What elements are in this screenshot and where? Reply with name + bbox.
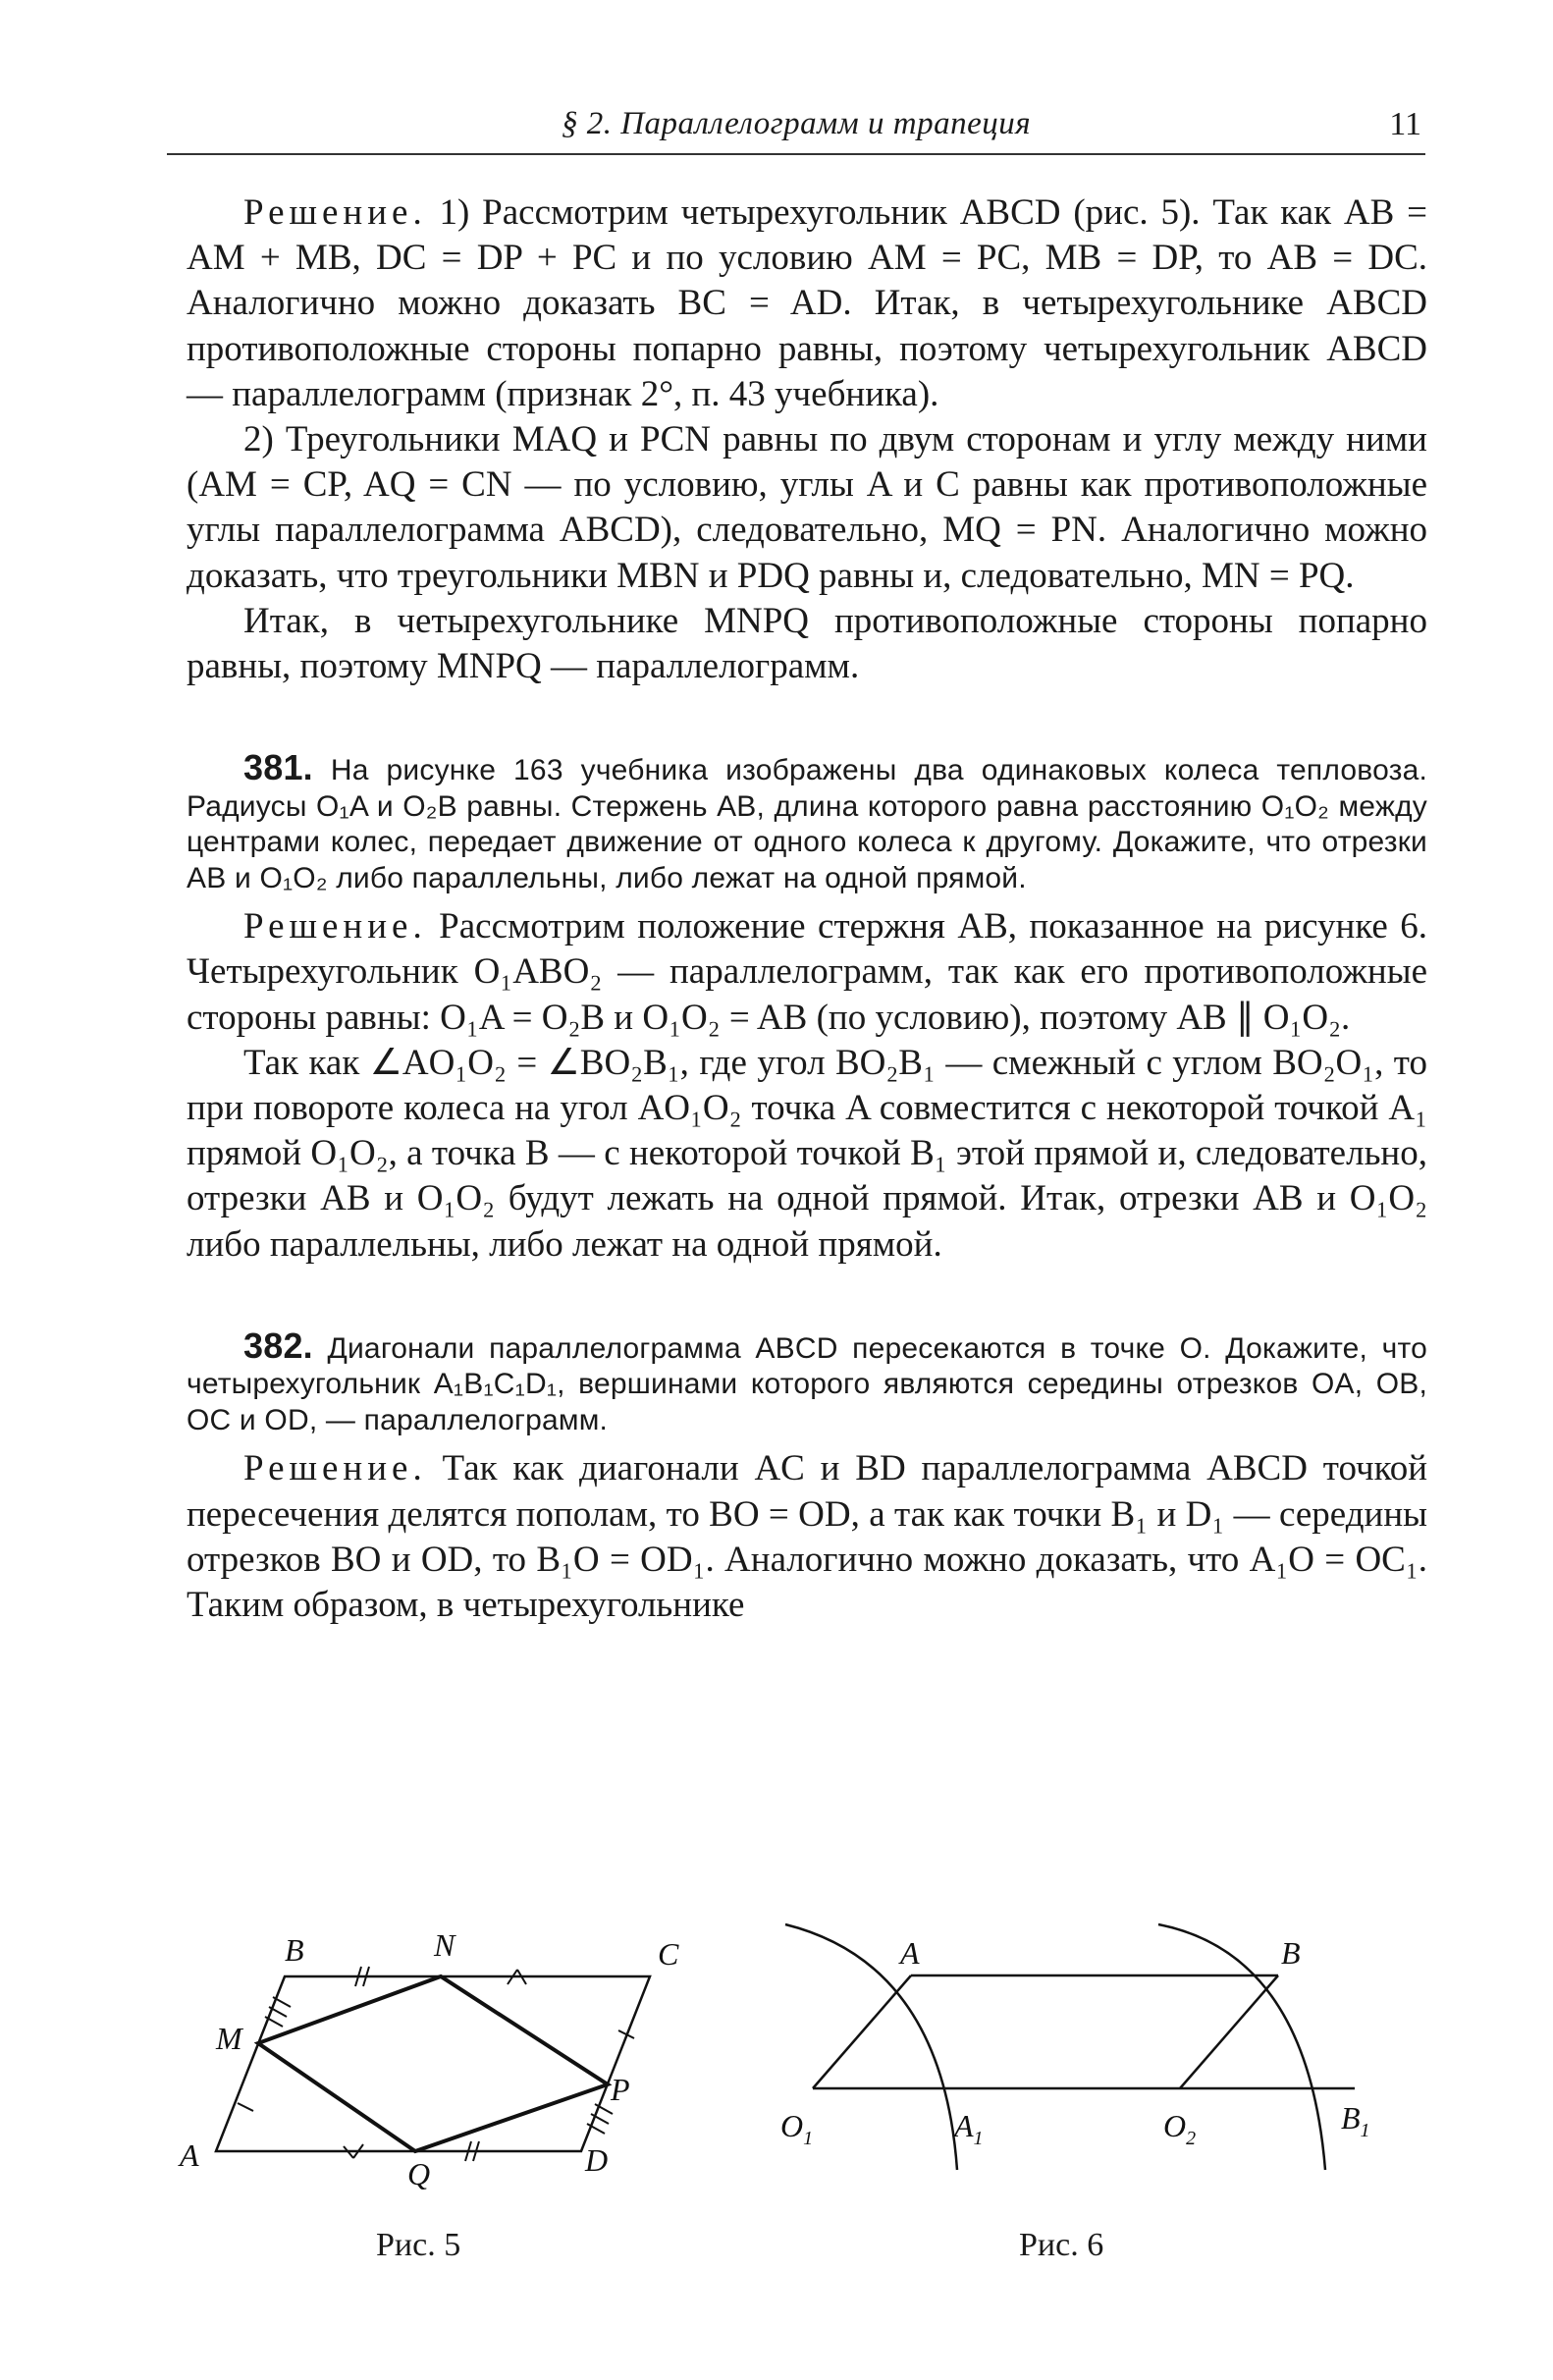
problem-382-solution <box>187 1446 1427 1628</box>
solution-label: Решение. <box>243 1448 427 1489</box>
spacer <box>187 1268 1427 1328</box>
text-body <box>187 190 1427 1628</box>
figure-6-caption: Рис. 6 <box>1019 2227 1104 2263</box>
problem-382-solution-text: Так как диагонали AC и BD параллелограмма ABCD точкой пересечения делятся пополам, то BO = OD, а так как точки B₁ и D₁ — середины отрезков BO и OD, то B₁O = OD₁. Аналогично можно доказать, что A₁O = OC₁. Таким образом, в четырехугольнике <box>187 1448 1427 1625</box>
solution-380-p2: 2) Треугольники MAQ и PCN равны по двум сторонам и углу между ними (AM = CP, AQ = CN — по условию, углы A и C равны как противоположные углы параллелограмма ABCD), следовательно, MQ = PN. Аналогично можно доказать, что треугольники MBN и PDQ равны и, следовательно, MN = PQ. <box>187 419 1427 596</box>
label-d: D <box>585 2142 609 2178</box>
problem-381-text: На рисунке 163 учебника изображены два одинаковых колеса тепловоза. Радиусы O₁A и O₂B равны. Стержень AB, длина которого равна расстоянию O₁O₂ между центрами колес, передает движение от одного колеса к другому. Докажите, что отрезки AB и O₁O₂ либо параллельны, либо лежат на одной прямой. <box>187 754 1427 894</box>
problem-number: 382. <box>243 1325 313 1366</box>
figure-6-labels <box>780 1935 1370 2149</box>
label-c: C <box>658 1936 679 1972</box>
solution-label: Решение. <box>243 906 427 947</box>
label-b1: $B_1$ <box>1341 2100 1370 2141</box>
label-a1: $A_1$ <box>954 2108 984 2149</box>
label-o1: $O_1$ <box>780 2108 814 2149</box>
label-q: Q <box>407 2156 431 2191</box>
solution-380-text-1: 1) Рассмотрим четырехугольник ABCD (рис. 5). Так как AB = AM + MB, DC = DP + PC и по условию AM = PC, MB = DP, то AB = DC. Аналогично можно доказать BC = AD. Итак, в четырехугольнике ABCD противоположные стороны попарно равны, поэтому четырехугольник ABCD — параллелограмм (признак 2°, п. 43 учебника). <box>187 192 1427 414</box>
label-n: N <box>434 1927 455 1963</box>
problem-381-solution-1 <box>187 904 1427 1041</box>
spacer <box>187 689 1427 750</box>
label-m: M <box>216 2021 242 2056</box>
label-a: A <box>900 1935 920 1971</box>
label-p: P <box>611 2072 630 2107</box>
page-number: 11 <box>1389 106 1421 142</box>
problem-381-statement <box>187 747 1427 896</box>
label-o2: $O_2$ <box>1163 2108 1197 2149</box>
problem-number: 381. <box>243 747 313 788</box>
problem-381-solution-2: Так как ∠AO₁O₂ = ∠BO₂B₁, где угол BO₂B₁ — смежный с углом BO₂O₁, то при повороте колеса на угол AO₁O₂ точка A совместится с некоторой точкой A₁ прямой O₁O₂, а точка B — с некоторой точкой B₁ этой прямой и, следовательно, отрезки AB и O₁O₂ будут лежать на одной прямой. Итак, отрезки AB и O₁O₂ либо параллельны, либо лежат на одной прямой. <box>187 1042 1427 1265</box>
problem-382-statement <box>187 1325 1427 1439</box>
figure-5-caption: Рис. 5 <box>376 2227 461 2263</box>
solution-label: Решение. <box>243 192 427 233</box>
section-title: § 2. Параллелограмм и трапеция <box>561 106 1032 141</box>
solution-380-p1 <box>187 190 1427 417</box>
problem-382-text: Диагонали параллелограмма ABCD пересекаются в точке O. Докажите, что четырехугольник A₁B₁C₁D₁, вершинами которого являются середины отрезков OA, OB, OC и OD, — параллелограмм. <box>187 1331 1427 1436</box>
figure-6 <box>766 1885 1394 2219</box>
label-a: A <box>180 2137 199 2173</box>
radius-o2b <box>1180 1975 1278 2088</box>
problem-381-solution-text-1: Рассмотрим положение стержня AB, показанное на рисунке 6. Четырехугольник O₁ABO₂ — параллелограмм, так как его противоположные стороны равны: O₁A = O₂B и O₁O₂ = AB (по условию), поэтому AB ∥ O₁O₂. <box>187 906 1427 1038</box>
figure-5 <box>157 1866 746 2229</box>
label-b: B <box>285 1932 304 1968</box>
parallelogram-mnpq <box>258 1976 608 2151</box>
solution-380-p3: Итак, в четырехугольнике MNPQ противоположные стороны попарно равны, поэтому MNPQ — параллелограмм. <box>187 600 1427 687</box>
label-b: B <box>1281 1935 1301 1971</box>
running-head <box>167 102 1425 155</box>
